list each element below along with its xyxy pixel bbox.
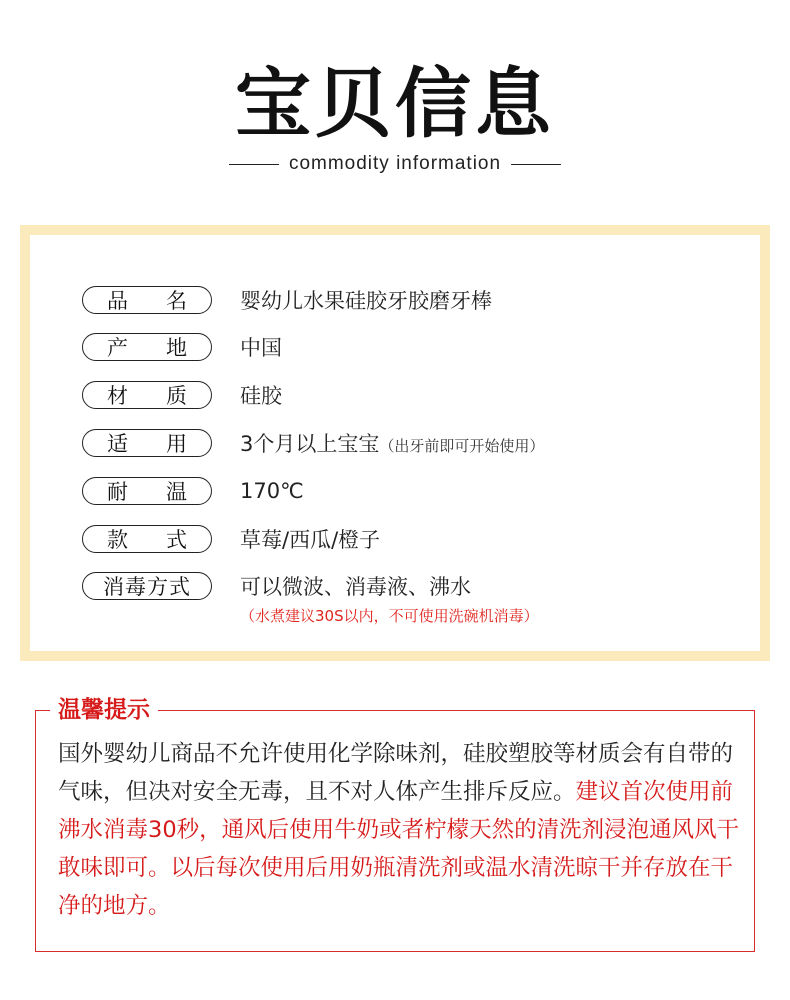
info-value-main: 3个月以上宝宝	[240, 432, 380, 456]
info-label-pill	[82, 333, 212, 361]
tips-text-black: 国外婴幼儿商品不允许使用化学除味剂，硅胶塑胶等材质会有自带的气味，但决对安全无毒，且不对人体产生排斥反应。	[58, 741, 734, 805]
label-char: 款	[107, 528, 128, 552]
label-char: 名	[166, 289, 187, 313]
tips-box	[35, 697, 755, 952]
info-value	[240, 428, 544, 458]
info-label-pill: 消毒方式	[82, 572, 212, 600]
info-value: 草莓/西瓜/橙子	[240, 528, 381, 552]
info-row-disinfection	[82, 571, 471, 601]
disinfection-warning-note: （水煮建议30S以内，不可使用洗碗机消毒）	[240, 607, 539, 625]
info-row-style	[82, 524, 380, 554]
subtitle-row	[0, 150, 790, 178]
info-label-pill	[82, 381, 212, 409]
label-char: 耐	[107, 480, 128, 504]
subtitle-right-divider	[511, 164, 561, 165]
info-row-material	[82, 380, 282, 410]
subtitle-left-divider	[229, 164, 279, 165]
info-value: 170℃	[240, 479, 304, 503]
info-value: 婴幼儿水果硅胶牙胶磨牙棒	[240, 289, 492, 313]
info-label-pill	[82, 286, 212, 314]
label-char: 材	[107, 384, 128, 408]
info-value: 可以微波、消毒液、沸水	[240, 575, 471, 599]
tips-text-red: 建议首次使用前沸水消毒30秒，通风后使用牛奶或者柠檬天然的清洗剂浸泡通风风干敢味即可。以后每次使用后用奶瓶清洗剂或温水清洗晾干并存放在干净的地方。	[58, 779, 740, 919]
page-title: 宝贝信息	[235, 59, 555, 148]
info-value: 硅胶	[240, 384, 282, 408]
page-subtitle: commodity information	[288, 153, 502, 174]
product-info-box	[20, 225, 770, 661]
label-char: 式	[166, 528, 187, 552]
tips-title: 温馨提示	[50, 693, 158, 727]
info-label-pill	[82, 429, 212, 457]
info-value: 中国	[240, 336, 282, 360]
info-row-temperature	[82, 476, 304, 506]
info-row-origin	[82, 332, 282, 362]
info-label-pill	[82, 477, 212, 505]
label-char: 用	[166, 432, 187, 456]
label-char: 质	[166, 384, 187, 408]
info-row-name	[82, 285, 492, 315]
info-value-note: （出牙前即可开始使用）	[379, 437, 545, 455]
label-char: 品	[107, 289, 128, 313]
info-label-pill	[82, 525, 212, 553]
label-char: 地	[166, 336, 187, 360]
label-char: 温	[166, 480, 187, 504]
tips-paragraph	[58, 735, 742, 925]
label-char: 产	[107, 336, 128, 360]
label-char: 适	[107, 432, 128, 456]
info-row-suitable	[82, 428, 544, 458]
